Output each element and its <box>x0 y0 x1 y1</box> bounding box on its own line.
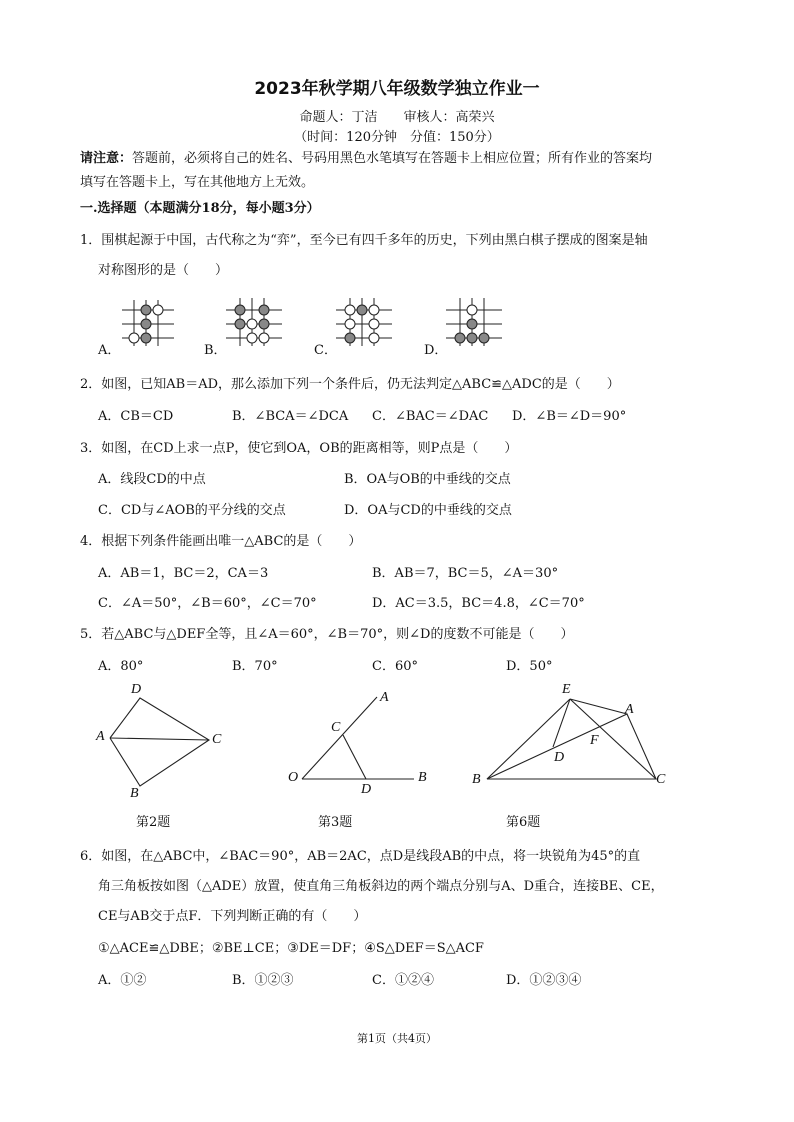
go-board-b <box>224 296 284 348</box>
q6-line2: 角三角板按如图（△ADE）放置，使直角三角板斜边的两个端点分别与A、D重合，连接BE、CE， <box>98 879 664 894</box>
q5-opt-b: B．70° <box>232 659 278 674</box>
fig2-quadrilateral <box>110 698 209 786</box>
q4-opt-c: C．∠A＝50°，∠B＝60°，∠C＝70° <box>98 596 317 611</box>
q1-opt-a: A． <box>98 343 121 358</box>
fig3-label-d: D <box>361 782 372 797</box>
q2-opt-a: A．CB＝CD <box>98 409 174 424</box>
q6-line1: 6．如图，在△ABC中，∠BAC＝90°，AB＝2AC，点D是线段AB的中点，将一块锐角为45°的直 <box>80 849 641 864</box>
fig6-label-e: E <box>562 682 571 697</box>
fig6-label-b: B <box>472 772 481 787</box>
fig2-label-b: B <box>130 786 139 801</box>
notice-line2: 填写在答题卡上，写在其他地方上无效。 <box>80 175 315 190</box>
q3-stem: 3．如图，在CD上求一点P，使它到OA，OB的距离相等，则P点是（ ） <box>80 441 518 456</box>
q5-opt-a: A．80° <box>98 659 144 674</box>
q1-line1: 1．围棋起源于中国，古代称之为“弈”，至今已有四千多年的历史，下列由黑白棋子摆成的图案是轴 <box>80 233 648 248</box>
fig3-label-a: A <box>380 690 389 705</box>
fig6-label-f: F <box>590 733 599 748</box>
q6-line3: CE与AB交于点F．下列判断正确的有（ ） <box>98 909 367 924</box>
notice-text1: 答题前，必须将自己的姓名、号码用黑色水笔填写在答题卡上相应位置；所有作业的答案均 <box>132 151 653 166</box>
fig6-label-d: D <box>554 750 565 765</box>
fig6-line-be <box>487 699 570 779</box>
fig6-line-ec <box>570 699 656 779</box>
fig2-label-c: C <box>212 732 222 747</box>
notice-line1 <box>80 150 652 168</box>
q3-opt-d: D．OA与CD的中垂线的交点 <box>344 503 512 518</box>
fig6-triangle-abc <box>487 714 656 779</box>
fig2-label-d: D <box>131 682 142 697</box>
q6-opt-d: D．①②③④ <box>506 973 582 988</box>
q4-stem: 4．根据下列条件能画出唯一△ABC的是（ ） <box>80 534 362 549</box>
q1-opt-c: C． <box>314 343 337 358</box>
fig6-line-ed <box>553 699 570 747</box>
exam-info: （时间：120分钟 分值：150分） <box>294 130 500 145</box>
figure-3-lines <box>302 697 414 779</box>
fig3-ray-oa <box>302 697 377 779</box>
q3-opt-a: A．线段CD的中点 <box>98 472 206 487</box>
fig3-label-b: B <box>418 770 427 785</box>
notice-label: 请注意： <box>80 151 133 166</box>
q3-opt-b: B．OA与OB的中垂线的交点 <box>344 472 511 487</box>
q2-stem: 2．如图，已知AB＝AD，那么添加下列一个条件后，仍无法判定△ABC≌△ADC的是（ ） <box>80 377 620 392</box>
go-board-c <box>334 296 394 348</box>
section-heading: 一.选择题（本题满分18分，每小题3分） <box>80 201 320 216</box>
q5-stem: 5．若△ABC与△DEF全等，且∠A＝60°，∠B＝70°，则∠D的度数不可能是（ ） <box>80 627 574 642</box>
q3-opt-c: C．CD与∠AOB的平分线的交点 <box>98 503 286 518</box>
fig6-line-ea <box>570 699 627 714</box>
fig3-caption: 第3题 <box>318 815 353 830</box>
page-footer: 第1页（共4页） <box>357 1032 437 1045</box>
fig6-label-a: A <box>625 702 634 717</box>
q6-opt-a: A．①② <box>98 973 147 988</box>
page-title: 2023年秋学期八年级数学独立作业一 <box>254 79 540 99</box>
q1-opt-d: D． <box>424 343 448 358</box>
q4-opt-a: A．AB＝1，BC＝2，CA＝3 <box>98 566 269 581</box>
authors: 命题人：丁洁 审核人：高荣兴 <box>299 110 495 125</box>
fig3-label-o: O <box>288 770 299 785</box>
q5-opt-c: C．60° <box>372 659 418 674</box>
fig2-diagonal-ac <box>110 738 209 740</box>
fig3-segment-cd <box>343 735 366 779</box>
go-board-d <box>444 296 504 348</box>
fig6-label-c: C <box>656 772 666 787</box>
q6-statements: ①△ACE≌△DBE；②BE⊥CE；③DE＝DF；④S△DEF＝S△ACF <box>98 941 484 956</box>
q1-line2: 对称图形的是（ ） <box>98 263 229 278</box>
fig2-caption: 第2题 <box>136 815 171 830</box>
q2-opt-d: D．∠B＝∠D＝90° <box>512 409 627 424</box>
q2-opt-c: C．∠BAC＝∠DAC <box>372 409 489 424</box>
go-board-a <box>118 298 178 348</box>
fig3-label-c: C <box>331 720 341 735</box>
q5-opt-d: D．50° <box>506 659 553 674</box>
q6-opt-c: C．①②④ <box>372 973 434 988</box>
q2-opt-b: B．∠BCA＝∠DCA <box>232 409 349 424</box>
q1-opt-b: B． <box>204 343 227 358</box>
fig6-caption: 第6题 <box>506 815 541 830</box>
q4-opt-d: D．AC＝3.5，BC＝4.8，∠C＝70° <box>372 596 585 611</box>
q4-opt-b: B．AB＝7，BC＝5，∠A＝30° <box>372 566 559 581</box>
q6-opt-b: B．①②③ <box>232 973 294 988</box>
fig2-label-a: A <box>96 729 105 744</box>
figure-2-lines <box>110 698 209 786</box>
